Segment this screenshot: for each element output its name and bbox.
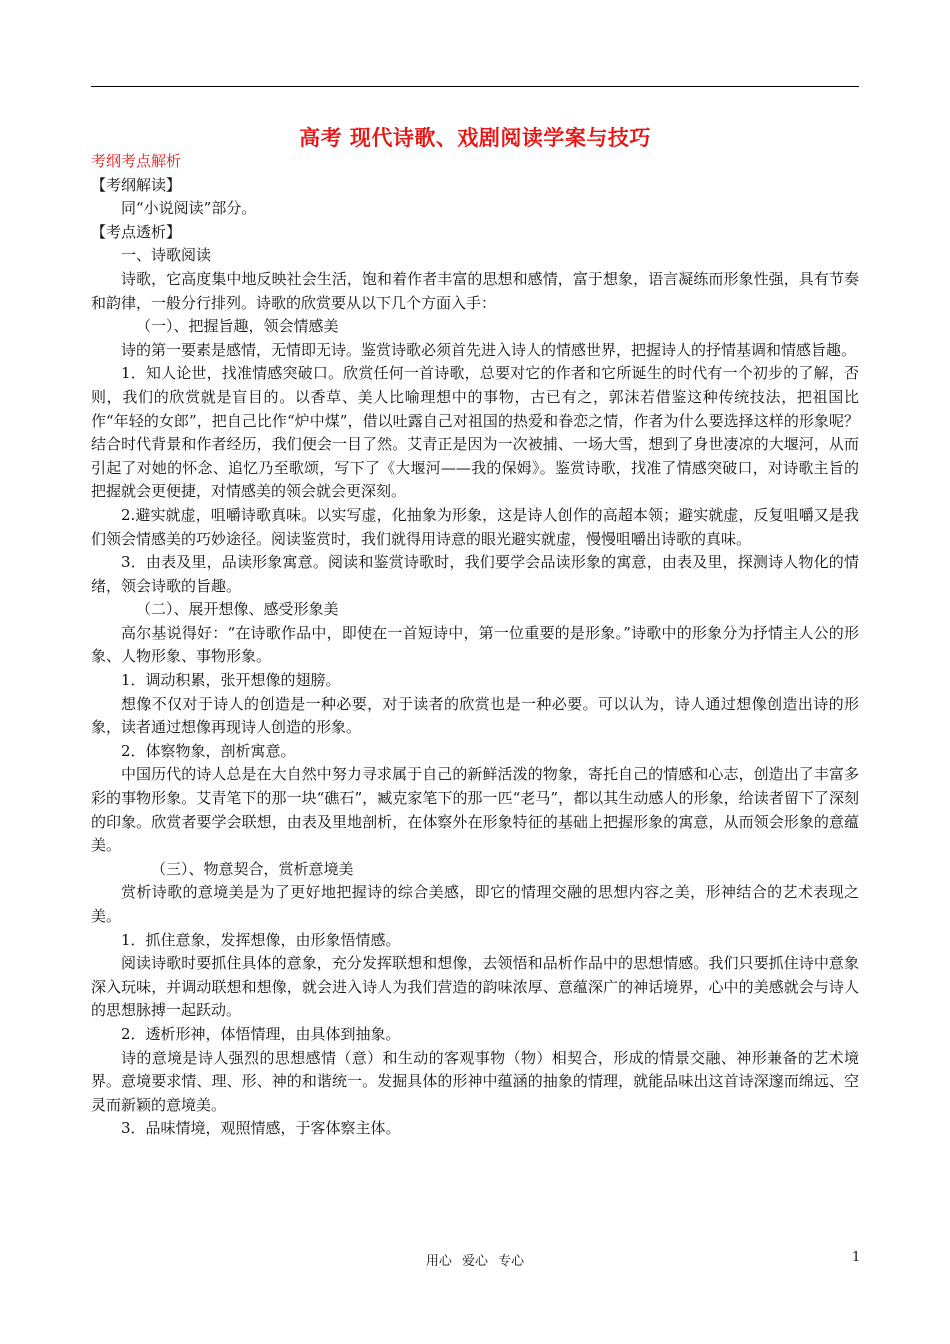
paragraph: 2．透析形神，体悟情理，由具体到抽象。 <box>121 1024 401 1043</box>
paragraph: （二）、展开想像、感受形象美 <box>136 600 339 619</box>
page-number: 1 <box>852 1250 861 1265</box>
paragraph: 中国历代的诗人总是在大自然中努力寻求属于自己的新鲜活泼的物象，寄托自己的情感和心志，创造出了丰富多彩的事物形象。艾青笔下的那一块“礁石”，臧克家笔下的那一匹“老马”，都以其生动感人的形象，给读者留下了深刻的印象。欣赏者要学会联想，由表及里地剖析，在体察外在形象特征的基础上把握形象的寓意，从而领会形象的意蕴美。 <box>91 765 859 855</box>
content-paragraphs <box>91 174 859 1141</box>
paragraph: 2.避实就虚，咀嚼诗歌真味。以实写虚，化抽象为形象，这是诗人创作的高超本领；避实就虚，反复咀嚼又是我们领会情感美的巧妙途径。阅读鉴赏时，我们就得用诗意的眼光避实就虚，慢慢咀嚼出诗歌的真味。 <box>91 505 859 548</box>
document-title: 高考 现代诗歌、戏剧阅读学案与技巧 <box>299 125 651 150</box>
paragraph: 诗的第一要素是感情，无情即无诗。鉴赏诗歌必须首先进入诗人的情感世界，把握诗人的抒情基调和情感旨趣。 <box>121 340 857 359</box>
header-rule <box>91 86 859 87</box>
paragraph: 同“小说阅读”部分。 <box>121 199 257 218</box>
paragraph: 3．由表及里，品读形象寓意。阅读和鉴赏诗歌时，我们要学会品读形象的寓意，由表及里，探测诗人物化的情绪，领会诗歌的旨趣。 <box>91 553 859 595</box>
paragraph: 1．抓住意象，发挥想像，由形象悟情感。 <box>121 930 401 949</box>
footer-motto: 用心 爱心 专心 <box>425 1254 525 1269</box>
paragraph: 2．体察物象，剖析寓意。 <box>121 741 296 760</box>
section-heading: 考纲考点解析 <box>91 152 182 170</box>
paragraph: 1．调动积累，张开想像的翅膀。 <box>121 671 341 690</box>
paragraph: （三）、物意契合，赏析意境美 <box>151 859 354 878</box>
paragraph: 1．知人论世，找准情感突破口。欣赏任何一首诗歌，总要对它的作者和它所诞生的时代有一个初步的了解，否则，我们的欣赏就是盲目的。以香草、美人比喻理想中的事物，古已有之，郭沫若借鉴这种传统技法，把祖国比作“年轻的女郎”，把自己比作“炉中煤”，借以吐露自己对祖国的热爱和眷恋之情，作者为什么要选择这样的形象呢？结合时代背景和作者经历，我们便会一目了然。艾青正是因为一次被捕、一场大雪，想到了身世凄凉的大堰河，从而引起了对她的怀念、追忆乃至歌颂，写下了《大堰河——我的保姆》。鉴赏诗歌，找准了情感突破口，对诗歌主旨的把握就会更便捷，对情感美的领会就会更深刻。 <box>91 364 859 501</box>
paragraph: 诗歌，它高度集中地反映社会生活，饱和着作者丰富的思想和感情，富于想象，语言凝练而形象性强，具有节奏和韵律，一般分行排列。诗歌的欣赏要从以下几个方面入手： <box>91 269 859 312</box>
paragraph: 一、诗歌阅读 <box>121 246 212 265</box>
paragraph: 高尔基说得好：“在诗歌作品中，即使在一首短诗中，第一位重要的是形象。”诗歌中的形象分为抒情主人公的形象、人物形象、事物形象。 <box>91 623 859 666</box>
paragraph: 诗的意境是诗人强烈的思想感情（意）和生动的客观事物（物）相契合，形成的情景交融、神形兼备的艺术境界。意境要求情、理、形、神的和谐统一。发掘具体的形神中蕴涵的抽象的情理，就能品味出这首诗深邃而绵远、空灵而新颖的意境美。 <box>91 1048 859 1114</box>
paragraph: 【考纲解读】 <box>91 175 182 194</box>
paragraph: 赏析诗歌的意境美是为了更好地把握诗的综合美感，即它的情理交融的思想内容之美，形神结合的艺术表现之美。 <box>91 883 859 925</box>
paragraph: 【考点透析】 <box>91 222 182 241</box>
paragraph: （一）、把握旨趣，领会情感美 <box>136 317 339 336</box>
paragraph: 阅读诗歌时要抓住具体的意象，充分发挥联想和想像，去领悟和品析作品中的思想情感。我们只要抓住诗中意象深入玩味，并调动联想和想像，就会进入诗人为我们营造的韵味浓厚、意蕴深广的神话境界，心中的美感就会与诗人的思想脉搏一起跃动。 <box>91 954 859 1020</box>
paragraph: 想像不仅对于诗人的创造是一种必要，对于读者的欣赏也是一种必要。可以认为，诗人通过想像创造出诗的形象，读者通过想像再现诗人创造的形象。 <box>91 694 859 737</box>
paragraph: 3．品味情境，观照情感，于客体察主体。 <box>121 1119 401 1138</box>
document-body <box>91 150 859 1141</box>
